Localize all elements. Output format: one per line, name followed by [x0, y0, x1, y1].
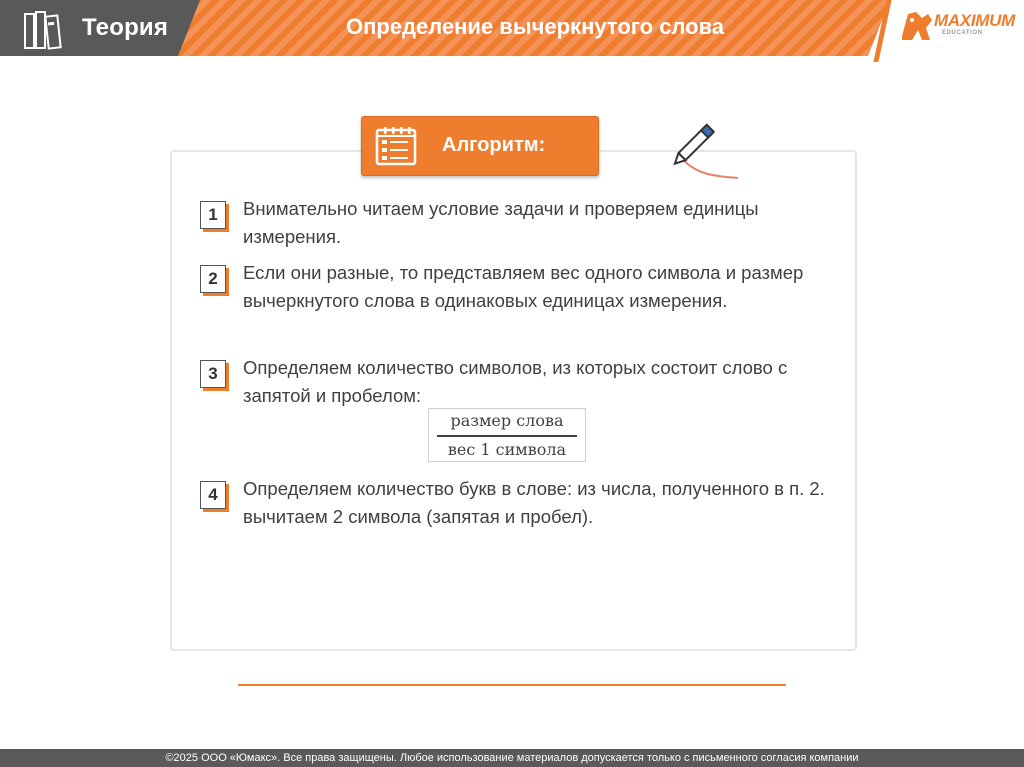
step-number: 1 — [200, 201, 226, 229]
step-text: Определяем количество букв в слове: из числа, полученного в п. 2. вычитаем 2 символа (запятая и пробел). — [243, 478, 825, 527]
formula-denominator: вес 1 символа — [447, 440, 567, 459]
footer-copyright: ©2025 ООО «Юмакс». Все права защищены. Любое использование материалов допускается только с письменного согласия компании — [0, 749, 1024, 767]
page-title: Определение вычеркнутого слова — [345, 14, 725, 39]
fraction-bar — [437, 435, 577, 437]
section-title: Теория — [82, 14, 169, 41]
algorithm-tab — [361, 116, 599, 176]
books-icon — [22, 8, 66, 52]
step-text: Определяем количество символов, из которых состоит слово с запятой и пробелом: — [243, 357, 788, 406]
step-number: 3 — [200, 360, 226, 388]
step-text: Внимательно читаем условие задачи и проверяем единицы измерения. — [243, 198, 759, 247]
formula-box — [428, 408, 586, 462]
formula-numerator: размер слова — [450, 411, 564, 430]
pen-icon — [664, 116, 744, 180]
step-number: 4 — [200, 481, 226, 509]
step-number: 2 — [200, 265, 226, 293]
algorithm-title: Алгоритм: — [442, 134, 546, 156]
logo-subtitle: EDUCATION — [942, 30, 983, 36]
checklist-icon — [374, 124, 418, 168]
orange-divider — [238, 684, 786, 686]
header-bar — [0, 0, 1024, 58]
logo-name: MAXIMUM — [934, 11, 1015, 30]
step-text: Если они разные, то представляем вес одного символа и размер вычеркнутого слова в одинаковых единицах измерения. — [243, 262, 804, 311]
